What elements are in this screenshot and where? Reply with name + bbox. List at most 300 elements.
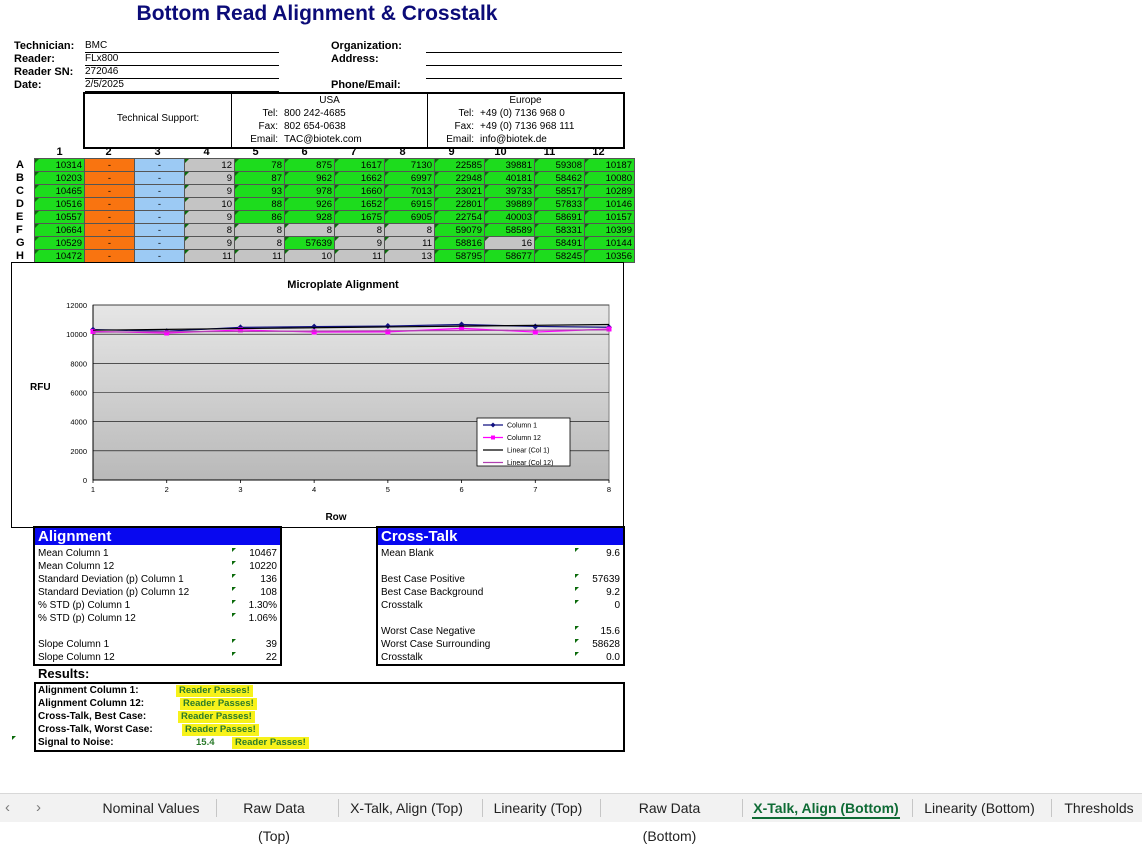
cell-comment-marker [185, 237, 189, 241]
sheet-tab[interactable] [752, 794, 900, 822]
chart-x-axis-label: Row [325, 512, 347, 523]
chart-y-tick-label: 0 [82, 476, 87, 485]
europe-fax: +49 (0) 7136 968 111 [480, 121, 575, 132]
plate-cell[interactable] [435, 185, 485, 198]
cell-comment-marker [385, 159, 389, 163]
crosstalk-row-label: Crosstalk [381, 600, 423, 611]
plate-row [14, 172, 635, 185]
plate-cell-value: 93 [271, 185, 282, 197]
support-usa [232, 94, 428, 147]
plate-cell[interactable] [585, 185, 635, 198]
alignment-row [38, 600, 277, 613]
plate-cell-value: 1617 [360, 159, 382, 171]
plate-cell[interactable] [385, 224, 435, 237]
crosstalk-panel [376, 526, 625, 666]
technical-support-box [83, 92, 625, 149]
crosstalk-row-label: Worst Case Surrounding [381, 639, 491, 650]
plate-cell[interactable] [485, 250, 535, 263]
plate-cell-value: 10 [321, 250, 332, 262]
plate-cell-value: 39881 [505, 159, 532, 171]
cell-comment-marker [285, 185, 289, 189]
prev-sheet-arrow[interactable]: ‹ [5, 799, 10, 816]
cell-comment-marker [485, 224, 489, 228]
plate-cell[interactable] [285, 224, 335, 237]
plate-cell[interactable] [285, 211, 335, 224]
plate-cell[interactable] [385, 159, 435, 172]
plate-cell[interactable] [135, 250, 185, 263]
chart-legend-label: Linear (Col 1) [507, 447, 550, 455]
cell-comment-marker [485, 211, 489, 215]
chart-legend-label: Linear (Col 12) [507, 460, 554, 467]
plate-cell[interactable] [535, 211, 585, 224]
plate-cell-value: 10187 [605, 159, 632, 171]
plate-cell-value: - [157, 159, 162, 171]
plate-cell[interactable] [85, 198, 135, 211]
chart-x-tick-label: 1 [90, 485, 96, 494]
alignment-row [38, 639, 277, 652]
plate-cell-value: 87 [271, 172, 282, 184]
crosstalk-row [381, 639, 620, 652]
plate-cell[interactable] [185, 198, 235, 211]
cell-comment-marker [232, 561, 236, 565]
plate-cell[interactable] [235, 250, 285, 263]
plate-cell-value: 10557 [55, 211, 82, 223]
plate-cell-value: 12 [221, 159, 232, 171]
plate-cell-value: 8 [276, 224, 282, 236]
plate-cell[interactable] [185, 250, 235, 263]
cell-comment-marker [435, 198, 439, 202]
plate-cell[interactable] [435, 159, 485, 172]
alignment-row-label: Slope Column 12 [38, 652, 115, 663]
crosstalk-row-value[interactable]: 0 [614, 600, 620, 611]
plate-cell[interactable] [235, 159, 285, 172]
plate-cell[interactable] [535, 198, 585, 211]
plate-cell-value: 9 [226, 185, 232, 197]
plate-cell[interactable] [135, 224, 185, 237]
plate-cell[interactable] [585, 159, 635, 172]
alignment-row-label: Standard Deviation (p) Column 12 [38, 587, 190, 598]
plate-cell-value: - [107, 224, 112, 236]
plate-cell[interactable] [235, 211, 285, 224]
cell-comment-marker [185, 185, 189, 189]
usa-email[interactable]: TAC@biotek.com [284, 134, 362, 145]
plate-column-header: 12 [592, 146, 605, 158]
plate-cell-value: 58795 [455, 250, 482, 262]
sheet-tab[interactable] [226, 794, 322, 844]
plate-cell[interactable] [535, 185, 585, 198]
plate-cell[interactable] [485, 159, 535, 172]
alignment-header: Alignment [35, 528, 280, 545]
plate-cell[interactable] [535, 172, 585, 185]
alignment-row [38, 561, 277, 574]
sheet-tab[interactable] [1061, 794, 1137, 822]
result-label: Cross-Talk, Best Case: [38, 711, 147, 722]
chart-y-tick-label: 4000 [70, 417, 87, 427]
plate-cell[interactable] [335, 250, 385, 263]
plate-cell[interactable] [85, 172, 135, 185]
cell-comment-marker [535, 198, 539, 202]
plate-cell[interactable] [485, 185, 535, 198]
support-europe [428, 94, 623, 147]
cell-comment-marker [12, 736, 16, 740]
address-field-2[interactable] [426, 66, 622, 79]
plate-cell[interactable] [435, 172, 485, 185]
page-title: Bottom Read Alignment & Crosstalk [136, 2, 498, 25]
sheet-tab[interactable] [101, 794, 201, 822]
tab-separator [600, 799, 601, 817]
plate-cell[interactable] [35, 172, 85, 185]
technician-label: Technician: [14, 40, 75, 52]
plate-cell[interactable] [535, 250, 585, 263]
plate-cell[interactable] [85, 159, 135, 172]
support-label-cell [85, 94, 232, 147]
plate-column-header: 10 [494, 146, 507, 158]
cell-comment-marker [35, 185, 39, 189]
chart-y-tick-label: 2000 [70, 446, 87, 456]
plate-cell[interactable] [385, 172, 435, 185]
sheet-tab[interactable] [922, 794, 1037, 822]
plate-cell[interactable] [85, 185, 135, 198]
cell-comment-marker [285, 250, 289, 254]
plate-row-label: C [16, 185, 24, 197]
plate-cell-value: 10203 [55, 172, 82, 184]
plate-cell-value: - [107, 250, 112, 262]
plate-data-table [14, 158, 635, 263]
crosstalk-row-value[interactable]: 58628 [592, 639, 620, 650]
plate-cell[interactable] [235, 224, 285, 237]
plate-cell[interactable] [385, 185, 435, 198]
plate-cell[interactable] [435, 211, 485, 224]
next-sheet-arrow[interactable]: › [36, 799, 41, 816]
plate-cell[interactable] [235, 237, 285, 250]
plate-cell-value: 10144 [605, 237, 632, 249]
plate-row-label: F [16, 224, 23, 236]
plate-cell[interactable] [335, 211, 385, 224]
alignment-chart-svg [12, 263, 623, 527]
plate-cell[interactable] [235, 198, 285, 211]
plate-cell[interactable] [435, 198, 485, 211]
plate-cell[interactable] [435, 237, 485, 250]
plate-cell[interactable] [135, 185, 185, 198]
crosstalk-row-value[interactable]: 57639 [592, 574, 620, 585]
usa-region: USA [319, 95, 340, 106]
cell-comment-marker [35, 159, 39, 163]
plate-cell[interactable] [585, 172, 635, 185]
reader-sn-label: Reader SN: [14, 66, 74, 78]
europe-tel: +49 (0) 7136 968 0 [480, 108, 565, 119]
results-box [34, 682, 625, 752]
alignment-chart[interactable] [11, 262, 624, 528]
cell-comment-marker [335, 237, 339, 241]
cell-comment-marker [335, 172, 339, 176]
plate-cell[interactable] [35, 250, 85, 263]
cell-comment-marker [575, 548, 579, 552]
cell-comment-marker [435, 237, 439, 241]
alignment-row-value[interactable]: 1.06% [248, 613, 277, 624]
alignment-row [38, 548, 277, 561]
plate-cell[interactable] [35, 185, 85, 198]
cell-comment-marker [335, 250, 339, 254]
usa-fax: 802 654-0638 [284, 121, 346, 132]
plate-cell-value: - [107, 237, 112, 249]
sheet-tab-label: Linearity (Top) [493, 800, 583, 816]
address-field[interactable] [426, 53, 622, 66]
chart-y-tick-label: 10000 [66, 330, 87, 340]
plate-column-header: 5 [252, 146, 259, 158]
plate-cell[interactable] [435, 224, 485, 237]
result-label: Alignment Column 12: [38, 698, 145, 709]
plate-cell[interactable] [185, 211, 235, 224]
plate-cell[interactable] [585, 250, 635, 263]
crosstalk-row-label: Worst Case Negative [381, 626, 476, 637]
chart-legend-label: Column 1 [507, 422, 537, 430]
usa-email-label: Email: [250, 134, 278, 145]
cell-comment-marker [575, 600, 579, 604]
plate-cell-value: 58331 [555, 224, 582, 236]
plate-cell[interactable] [585, 224, 635, 237]
plate-cell[interactable] [385, 211, 435, 224]
plate-cell-value: 10472 [55, 250, 82, 262]
plate-cell-value: 58517 [555, 185, 582, 197]
phone-email-label: Phone/Email: [331, 79, 401, 91]
tab-separator [912, 799, 913, 817]
alignment-row-value[interactable]: 108 [260, 587, 277, 598]
reader-sn-value[interactable]: 272046 [85, 66, 279, 79]
plate-cell[interactable] [285, 237, 335, 250]
plate-cell-value: - [157, 224, 162, 236]
cell-comment-marker [585, 237, 589, 241]
cell-comment-marker [285, 211, 289, 215]
plate-column-header: 3 [154, 146, 161, 158]
plate-cell[interactable] [185, 172, 235, 185]
crosstalk-row-label: Best Case Positive [381, 574, 465, 585]
cell-comment-marker [285, 224, 289, 228]
plate-cell[interactable] [85, 224, 135, 237]
plate-cell-value: 13 [421, 250, 432, 262]
plate-cell[interactable] [335, 237, 385, 250]
cell-comment-marker [385, 224, 389, 228]
cell-comment-marker [232, 587, 236, 591]
cell-comment-marker [435, 224, 439, 228]
plate-cell[interactable] [35, 159, 85, 172]
cell-comment-marker [185, 211, 189, 215]
plate-cell[interactable] [385, 237, 435, 250]
plate-cell[interactable] [35, 237, 85, 250]
plate-cell[interactable] [35, 198, 85, 211]
plate-cell-value: 40003 [505, 211, 532, 223]
plate-cell-value: 58491 [555, 237, 582, 249]
crosstalk-row-value[interactable]: 15.6 [600, 626, 620, 637]
organization-label: Organization: [331, 40, 402, 52]
plate-cell[interactable] [485, 224, 535, 237]
plate-cell-value: 8 [426, 224, 432, 236]
alignment-row-value[interactable]: 1.30% [248, 600, 277, 611]
cell-comment-marker [385, 198, 389, 202]
plate-cell-value: 9 [226, 237, 232, 249]
plate-row-label: E [16, 211, 24, 223]
plate-row [14, 198, 635, 211]
plate-cell[interactable] [335, 185, 385, 198]
organization-field[interactable] [426, 40, 622, 53]
alignment-row-value[interactable]: 39 [265, 639, 277, 650]
cell-comment-marker [385, 172, 389, 176]
plate-cell[interactable] [185, 185, 235, 198]
cell-comment-marker [585, 198, 589, 202]
crosstalk-row-value[interactable]: 9.6 [606, 548, 620, 559]
plate-cell[interactable] [535, 237, 585, 250]
plate-cell[interactable] [335, 159, 385, 172]
cell-comment-marker [335, 211, 339, 215]
chart-x-tick-label: 5 [385, 485, 390, 494]
plate-row [14, 250, 635, 263]
technician-value[interactable]: BMC [85, 40, 279, 53]
result-label: Alignment Column 1: [38, 685, 139, 696]
cell-comment-marker [385, 185, 389, 189]
result-label: Cross-Talk, Worst Case: [38, 724, 153, 735]
plate-column-header: 2 [105, 146, 112, 158]
result-status-badge[interactable]: Reader Passes! [232, 737, 309, 749]
alignment-row-label: % STD (p) Column 12 [38, 613, 136, 624]
plate-cell-value: 58677 [505, 250, 532, 262]
cell-comment-marker [435, 250, 439, 254]
date-value[interactable]: 2/5/2025 [85, 79, 279, 92]
signal-to-noise-value[interactable]: 15.4 [196, 737, 215, 748]
plate-cell-value: 7013 [410, 185, 432, 197]
plate-cell[interactable] [285, 172, 335, 185]
cell-comment-marker [185, 198, 189, 202]
plate-cell[interactable] [85, 237, 135, 250]
cell-comment-marker [285, 237, 289, 241]
active-tab-underline [752, 817, 900, 819]
plate-cell-value: 11 [272, 250, 282, 262]
cell-comment-marker [575, 639, 579, 643]
cell-comment-marker [435, 211, 439, 215]
plate-cell[interactable] [185, 237, 235, 250]
sheet-tab[interactable] [492, 794, 584, 822]
plate-cell[interactable] [35, 211, 85, 224]
plate-cell[interactable] [185, 224, 235, 237]
plate-column-header: 7 [350, 146, 357, 158]
result-status-badge[interactable]: Reader Passes! [180, 698, 257, 710]
plate-cell[interactable] [285, 250, 335, 263]
plate-cell[interactable] [535, 159, 585, 172]
plate-cell[interactable] [335, 224, 385, 237]
chart-y-tick-label: 6000 [70, 388, 87, 398]
cell-comment-marker [435, 159, 439, 163]
sheet-tab[interactable] [610, 794, 729, 844]
address-label: Address: [331, 53, 379, 65]
chart-legend-marker [491, 436, 495, 440]
plate-cell[interactable] [385, 250, 435, 263]
europe-tel-label: Tel: [458, 108, 474, 119]
europe-fax-label: Fax: [454, 121, 474, 132]
plate-cell[interactable] [285, 159, 335, 172]
plate-cell[interactable] [585, 211, 635, 224]
plate-cell-value: 58691 [555, 211, 582, 223]
plate-cell[interactable] [235, 172, 285, 185]
plate-cell-value: 57639 [305, 237, 332, 249]
result-status-badge[interactable]: Reader Passes! [176, 685, 253, 697]
plate-cell[interactable] [485, 237, 535, 250]
cell-comment-marker [575, 652, 579, 656]
cell-comment-marker [485, 250, 489, 254]
plate-cell[interactable] [285, 198, 335, 211]
chart-x-tick-label: 6 [459, 485, 464, 494]
cell-comment-marker [232, 574, 236, 578]
alignment-row-value[interactable]: 136 [260, 574, 277, 585]
cell-comment-marker [335, 198, 339, 202]
plate-cell[interactable] [85, 250, 135, 263]
plate-cell[interactable] [135, 172, 185, 185]
plate-cell-value: 16 [521, 237, 532, 249]
crosstalk-row-value[interactable]: 9.2 [606, 587, 620, 598]
plate-cell[interactable] [235, 185, 285, 198]
plate-cell[interactable] [135, 198, 185, 211]
europe-email[interactable]: info@biotek.de [480, 134, 547, 145]
plate-cell-value: 86 [271, 211, 282, 223]
plate-cell[interactable] [585, 198, 635, 211]
cell-comment-marker [485, 172, 489, 176]
cell-comment-marker [235, 172, 239, 176]
crosstalk-row [381, 626, 620, 639]
plate-cell-value: 22754 [455, 211, 482, 223]
plate-cell[interactable] [335, 198, 385, 211]
result-status-badge[interactable]: Reader Passes! [182, 724, 259, 736]
plate-cell-value: - [107, 211, 112, 223]
alignment-row-value[interactable]: 22 [265, 652, 277, 663]
chart-x-tick-label: 4 [312, 485, 317, 494]
plate-cell[interactable] [435, 250, 485, 263]
sheet-tab-bar [0, 793, 1142, 844]
alignment-row-value[interactable]: 10220 [249, 561, 277, 572]
result-label: Signal to Noise: [38, 737, 114, 748]
reader-value[interactable]: FLx800 [85, 53, 279, 66]
plate-cell[interactable] [335, 172, 385, 185]
plate-cell[interactable] [585, 237, 635, 250]
support-label: Technical Support: [116, 113, 200, 124]
crosstalk-row-value[interactable]: 0.0 [606, 652, 620, 663]
alignment-row-value[interactable]: 10467 [249, 548, 277, 559]
cell-comment-marker [585, 211, 589, 215]
alignment-row-label: Mean Column 12 [38, 561, 115, 572]
plate-cell[interactable] [485, 172, 535, 185]
plate-cell[interactable] [135, 159, 185, 172]
plate-cell-value: 8 [226, 224, 232, 236]
plate-cell[interactable] [285, 185, 335, 198]
plate-cell-value: - [157, 250, 162, 262]
plate-cell[interactable] [385, 198, 435, 211]
plate-cell[interactable] [35, 224, 85, 237]
sheet-tab[interactable] [348, 794, 465, 822]
plate-cell[interactable] [535, 224, 585, 237]
plate-cell[interactable] [85, 211, 135, 224]
plate-cell-value: 10356 [605, 250, 632, 262]
chart-title: Microplate Alignment [287, 279, 399, 291]
plate-cell-value: 1662 [360, 172, 382, 184]
result-status-badge[interactable]: Reader Passes! [178, 711, 255, 723]
plate-cell[interactable] [185, 159, 235, 172]
plate-cell-value: 7130 [410, 159, 432, 171]
chart-legend-label: Column 12 [507, 435, 541, 442]
plate-cell[interactable] [485, 198, 535, 211]
cell-comment-marker [485, 198, 489, 202]
usa-tel: 800 242-4685 [284, 108, 346, 119]
plate-cell[interactable] [135, 237, 185, 250]
plate-cell[interactable] [485, 211, 535, 224]
cell-comment-marker [585, 224, 589, 228]
plate-cell[interactable] [135, 211, 185, 224]
plate-cell-value: 10529 [55, 237, 82, 249]
